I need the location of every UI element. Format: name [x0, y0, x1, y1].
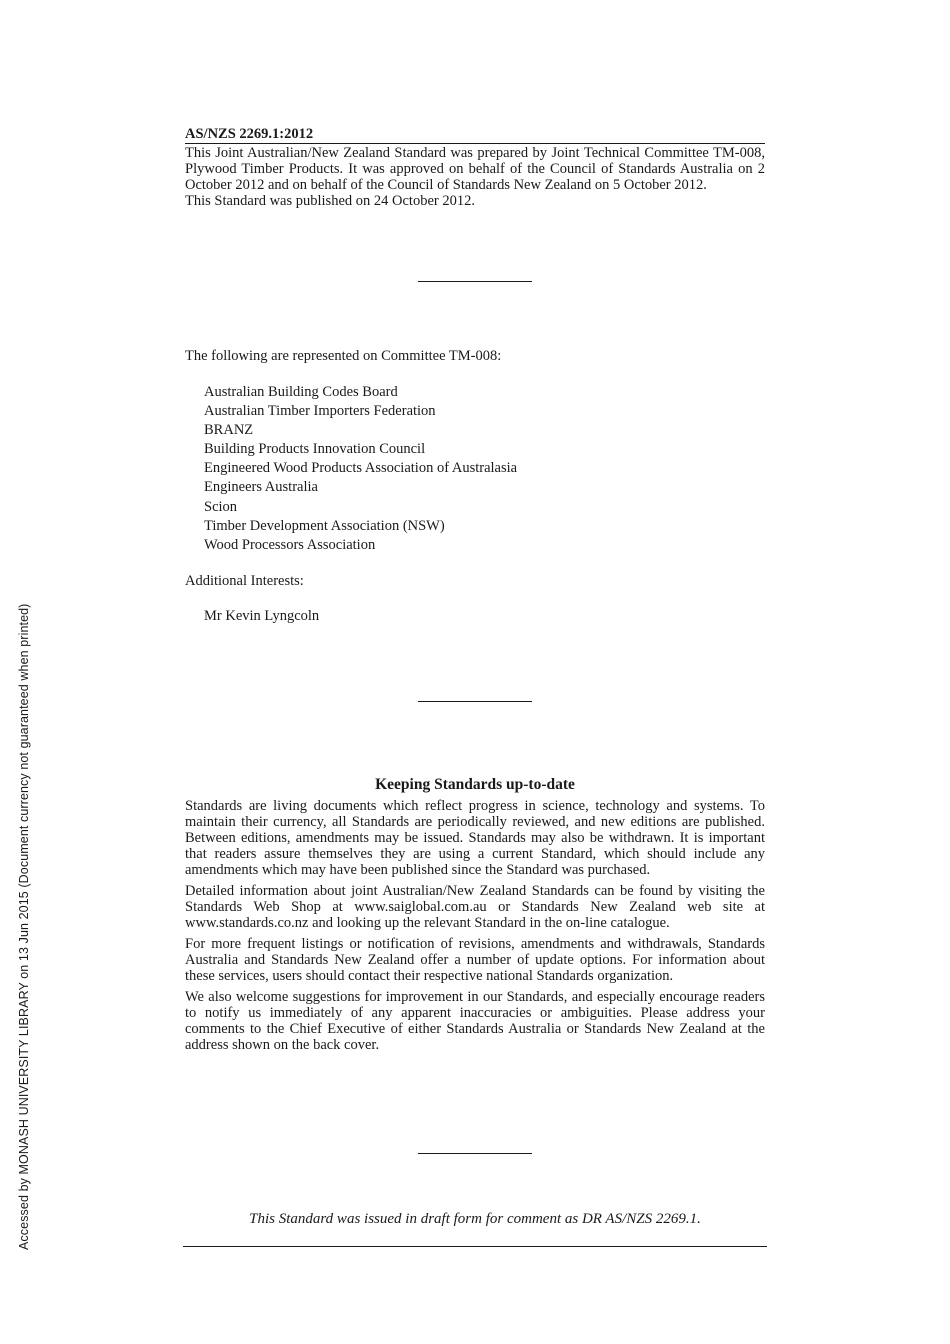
preparation-statement: This Joint Australian/New Zealand Standard was prepared by Joint Technical Committee TM-008, Plywood Timber Products. It was approved on behalf of the Council of Standards Australia on 2 October 2012 and on behalf of the Council of Standards New Zealand on 5 October 2012. — [185, 145, 765, 193]
committee-member: Wood Processors Association — [204, 536, 376, 553]
additional-interests-label: Additional Interests: — [185, 573, 304, 589]
preparation-block — [185, 145, 765, 209]
access-watermark: Accessed by MONASH UNIVERSITY LIBRARY on 13 Jun 2015 (Document currency not guaranteed when printed) — [17, 603, 31, 1250]
body-paragraph: For more frequent listings or notification of revisions, amendments and withdrawals, Standards Australia and Standards New Zealand offer a number of update options. For information about these services, users should contact their respective national Standards organization. — [185, 936, 765, 984]
draft-note: This Standard was issued in draft form for comment as DR AS/NZS 2269.1. — [249, 1211, 701, 1227]
body-paragraph: Standards are living documents which reflect progress in science, technology and systems. To maintain their currency, all Standards are periodically reviewed, and new editions are published. Between editions, amendments may be issued. Standards may also be withdrawn. It is important that readers assure themselves they are using a current Standard, which should include any amendments which may have been published since the Standard was purchased. — [185, 798, 765, 878]
keeping-standards-heading: Keeping Standards up-to-date — [375, 776, 575, 793]
section-divider-3 — [418, 1153, 532, 1154]
committee-member: Australian Timber Importers Federation — [204, 403, 436, 420]
section-divider-1 — [418, 281, 532, 282]
section-divider-2 — [418, 701, 532, 702]
committee-member: BRANZ — [204, 422, 254, 439]
body-paragraph: We also welcome suggestions for improvement in our Standards, and especially encourage readers to notify us immediately of any apparent inaccuracies or ambiguities. Please address your comments to the Chief Executive of either Standards Australia or Standards New Zealand at the address shown on the back cover. — [185, 989, 765, 1053]
committee-member: Engineered Wood Products Association of Australasia — [204, 460, 518, 477]
additional-interest-member: Mr Kevin Lyngcoln — [204, 608, 320, 624]
standard-number: AS/NZS 2269.1:2012 — [185, 126, 765, 144]
publication-date-statement: This Standard was published on 24 October 2012. — [185, 193, 475, 209]
committee-member: Engineers Australia — [204, 479, 318, 496]
committee-member-list — [204, 383, 517, 555]
committee-member: Scion — [204, 498, 238, 515]
committee-intro: The following are represented on Committee TM-008: — [185, 348, 502, 364]
committee-member: Timber Development Association (NSW) — [204, 517, 445, 534]
keeping-standards-body — [185, 798, 765, 1058]
body-paragraph: Detailed information about joint Australian/New Zealand Standards can be found by visiting the Standards Web Shop at www.saiglobal.com.au or Standards New Zealand web site at www.standards.co.nz and looking up the relevant Standard in the on-line catalogue. — [185, 883, 765, 931]
footer-rule — [183, 1246, 767, 1247]
committee-member: Building Products Innovation Council — [204, 441, 426, 458]
committee-member: Australian Building Codes Board — [204, 384, 398, 400]
additional-interests-list — [204, 607, 319, 626]
